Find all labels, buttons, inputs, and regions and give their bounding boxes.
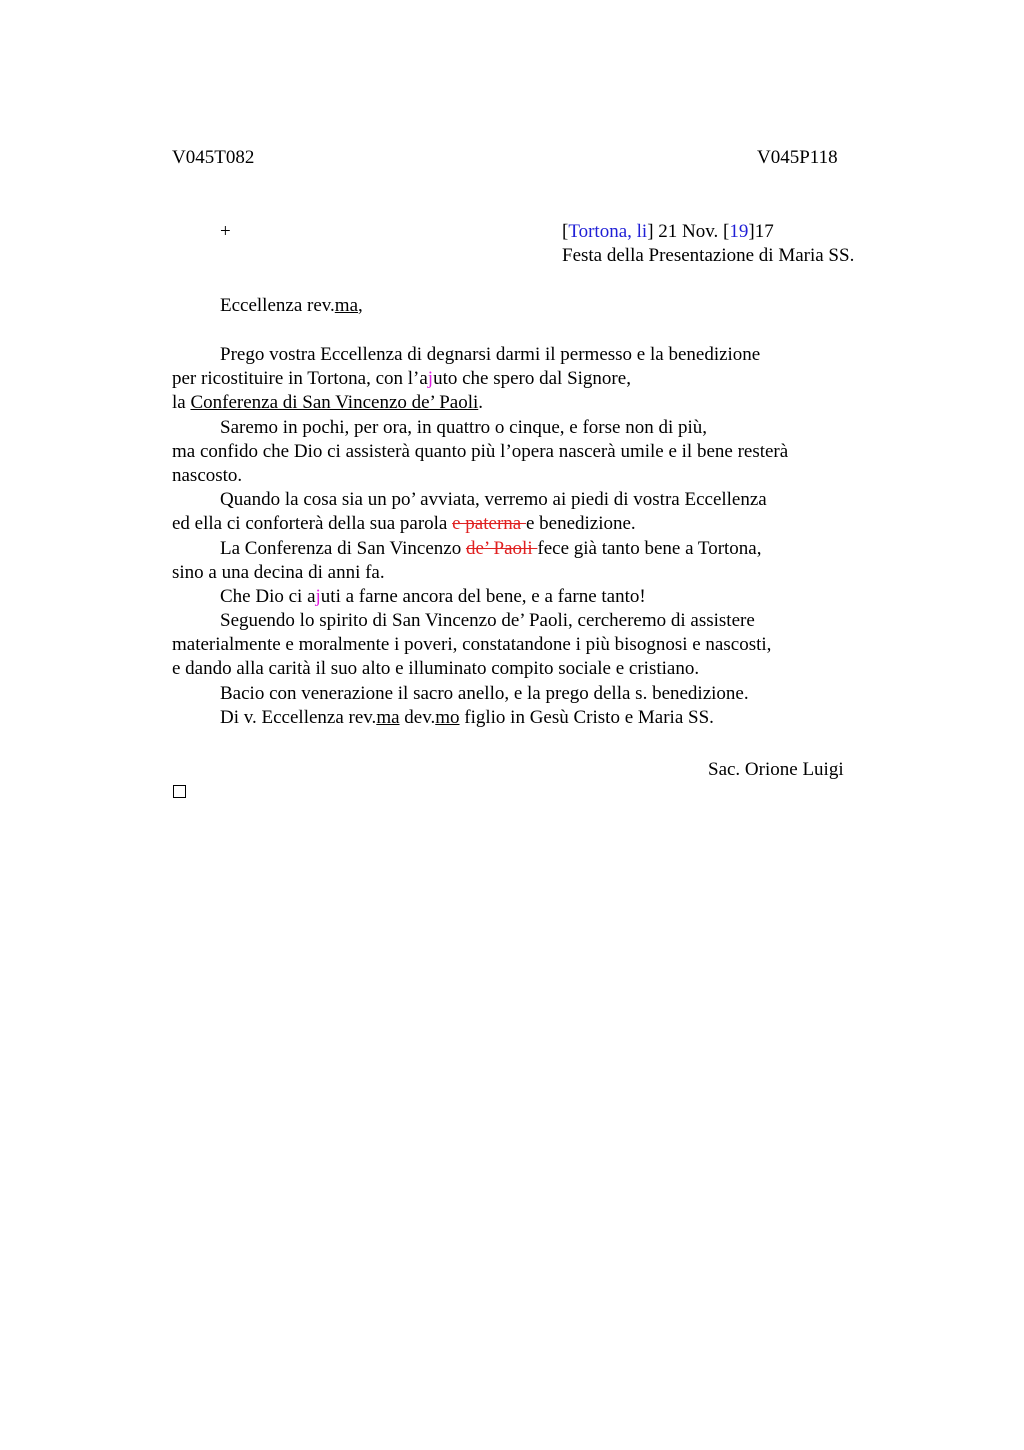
letter-line: La Conferenza di San Vincenzo de’ Paoli fece già tanto bene a Tortona, [220, 537, 762, 559]
letter-body [172, 343, 872, 730]
cross-mark: + [220, 221, 231, 242]
editorial-place: Tortona, li [568, 221, 648, 242]
orthographic-j: j [315, 585, 321, 607]
letter-line: materialmente e moralmente i poveri, constatandone i più bisognosi e nascosti, [172, 634, 772, 656]
feast-line: Festa della Presentazione di Maria SS. [562, 245, 855, 266]
letter-line: Che Dio ci ajuti a farne ancora del bene, e a farne tanto! [220, 585, 646, 607]
letter-line: ma confido che Dio ci assisterà quanto più l’opera nascerà umile e il bene resterà [172, 440, 789, 462]
underlined-conference: Conferenza di San Vincenzo de’ Paoli [190, 392, 479, 414]
deleted-text: e paterna [452, 513, 526, 535]
letter-line: Quando la cosa sia un po’ avviata, verremo ai piedi di vostra Eccellenza [220, 489, 767, 511]
document-code-left: V045T082 [172, 147, 255, 168]
letter-line: per ricostituire in Tortona, con l’ajuto che spero dal Signore, [172, 368, 631, 390]
letter-line: ed ella ci conforterà della sua parola e paterna e benedizione. [172, 513, 636, 535]
letter-line: nascosto. [172, 464, 243, 486]
letter-line: sino a una decina di anni fa. [172, 561, 385, 583]
abbrev-ma: ma [334, 295, 359, 316]
page-code-right: V045P118 [757, 147, 838, 168]
bracket-open: [ [562, 221, 569, 242]
letter-line: Bacio con venerazione il sacro anello, e la prego della s. benedizione. [220, 682, 749, 704]
letter-line: e dando alla carità il suo alto e illuminato compito sociale e cristiano. [172, 658, 700, 680]
letter-line: Seguendo lo spirito di San Vincenzo de’ Paoli, cercheremo di assistere [220, 610, 755, 632]
deleted-text: de’ Paoli [465, 537, 538, 559]
orthographic-j: j [427, 368, 434, 390]
end-mark-box-icon [173, 785, 186, 798]
dateline [562, 220, 774, 244]
letter-line: la Conferenza di San Vincenzo de’ Paoli. [172, 392, 484, 414]
year-end: ]17 [748, 221, 774, 242]
editorial-year: 19 [729, 221, 749, 242]
letter-line: Saremo in pochi, per ora, in quattro o cinque, e forse non di più, [220, 416, 708, 438]
salutation: Eccellenza rev.ma, [220, 295, 363, 316]
letter-line: Prego vostra Eccellenza di degnarsi darmi il permesso e la benedizione [220, 344, 761, 365]
signature: Sac. Orione Luigi [708, 759, 844, 780]
letter-line: Di v. Eccellenza rev.ma dev.mo figlio in Gesù Cristo e Maria SS. [220, 706, 714, 728]
date-text: ] 21 Nov. [ [647, 221, 730, 242]
abbrev-ma: ma [376, 706, 400, 728]
abbrev-mo: mo [435, 706, 460, 728]
